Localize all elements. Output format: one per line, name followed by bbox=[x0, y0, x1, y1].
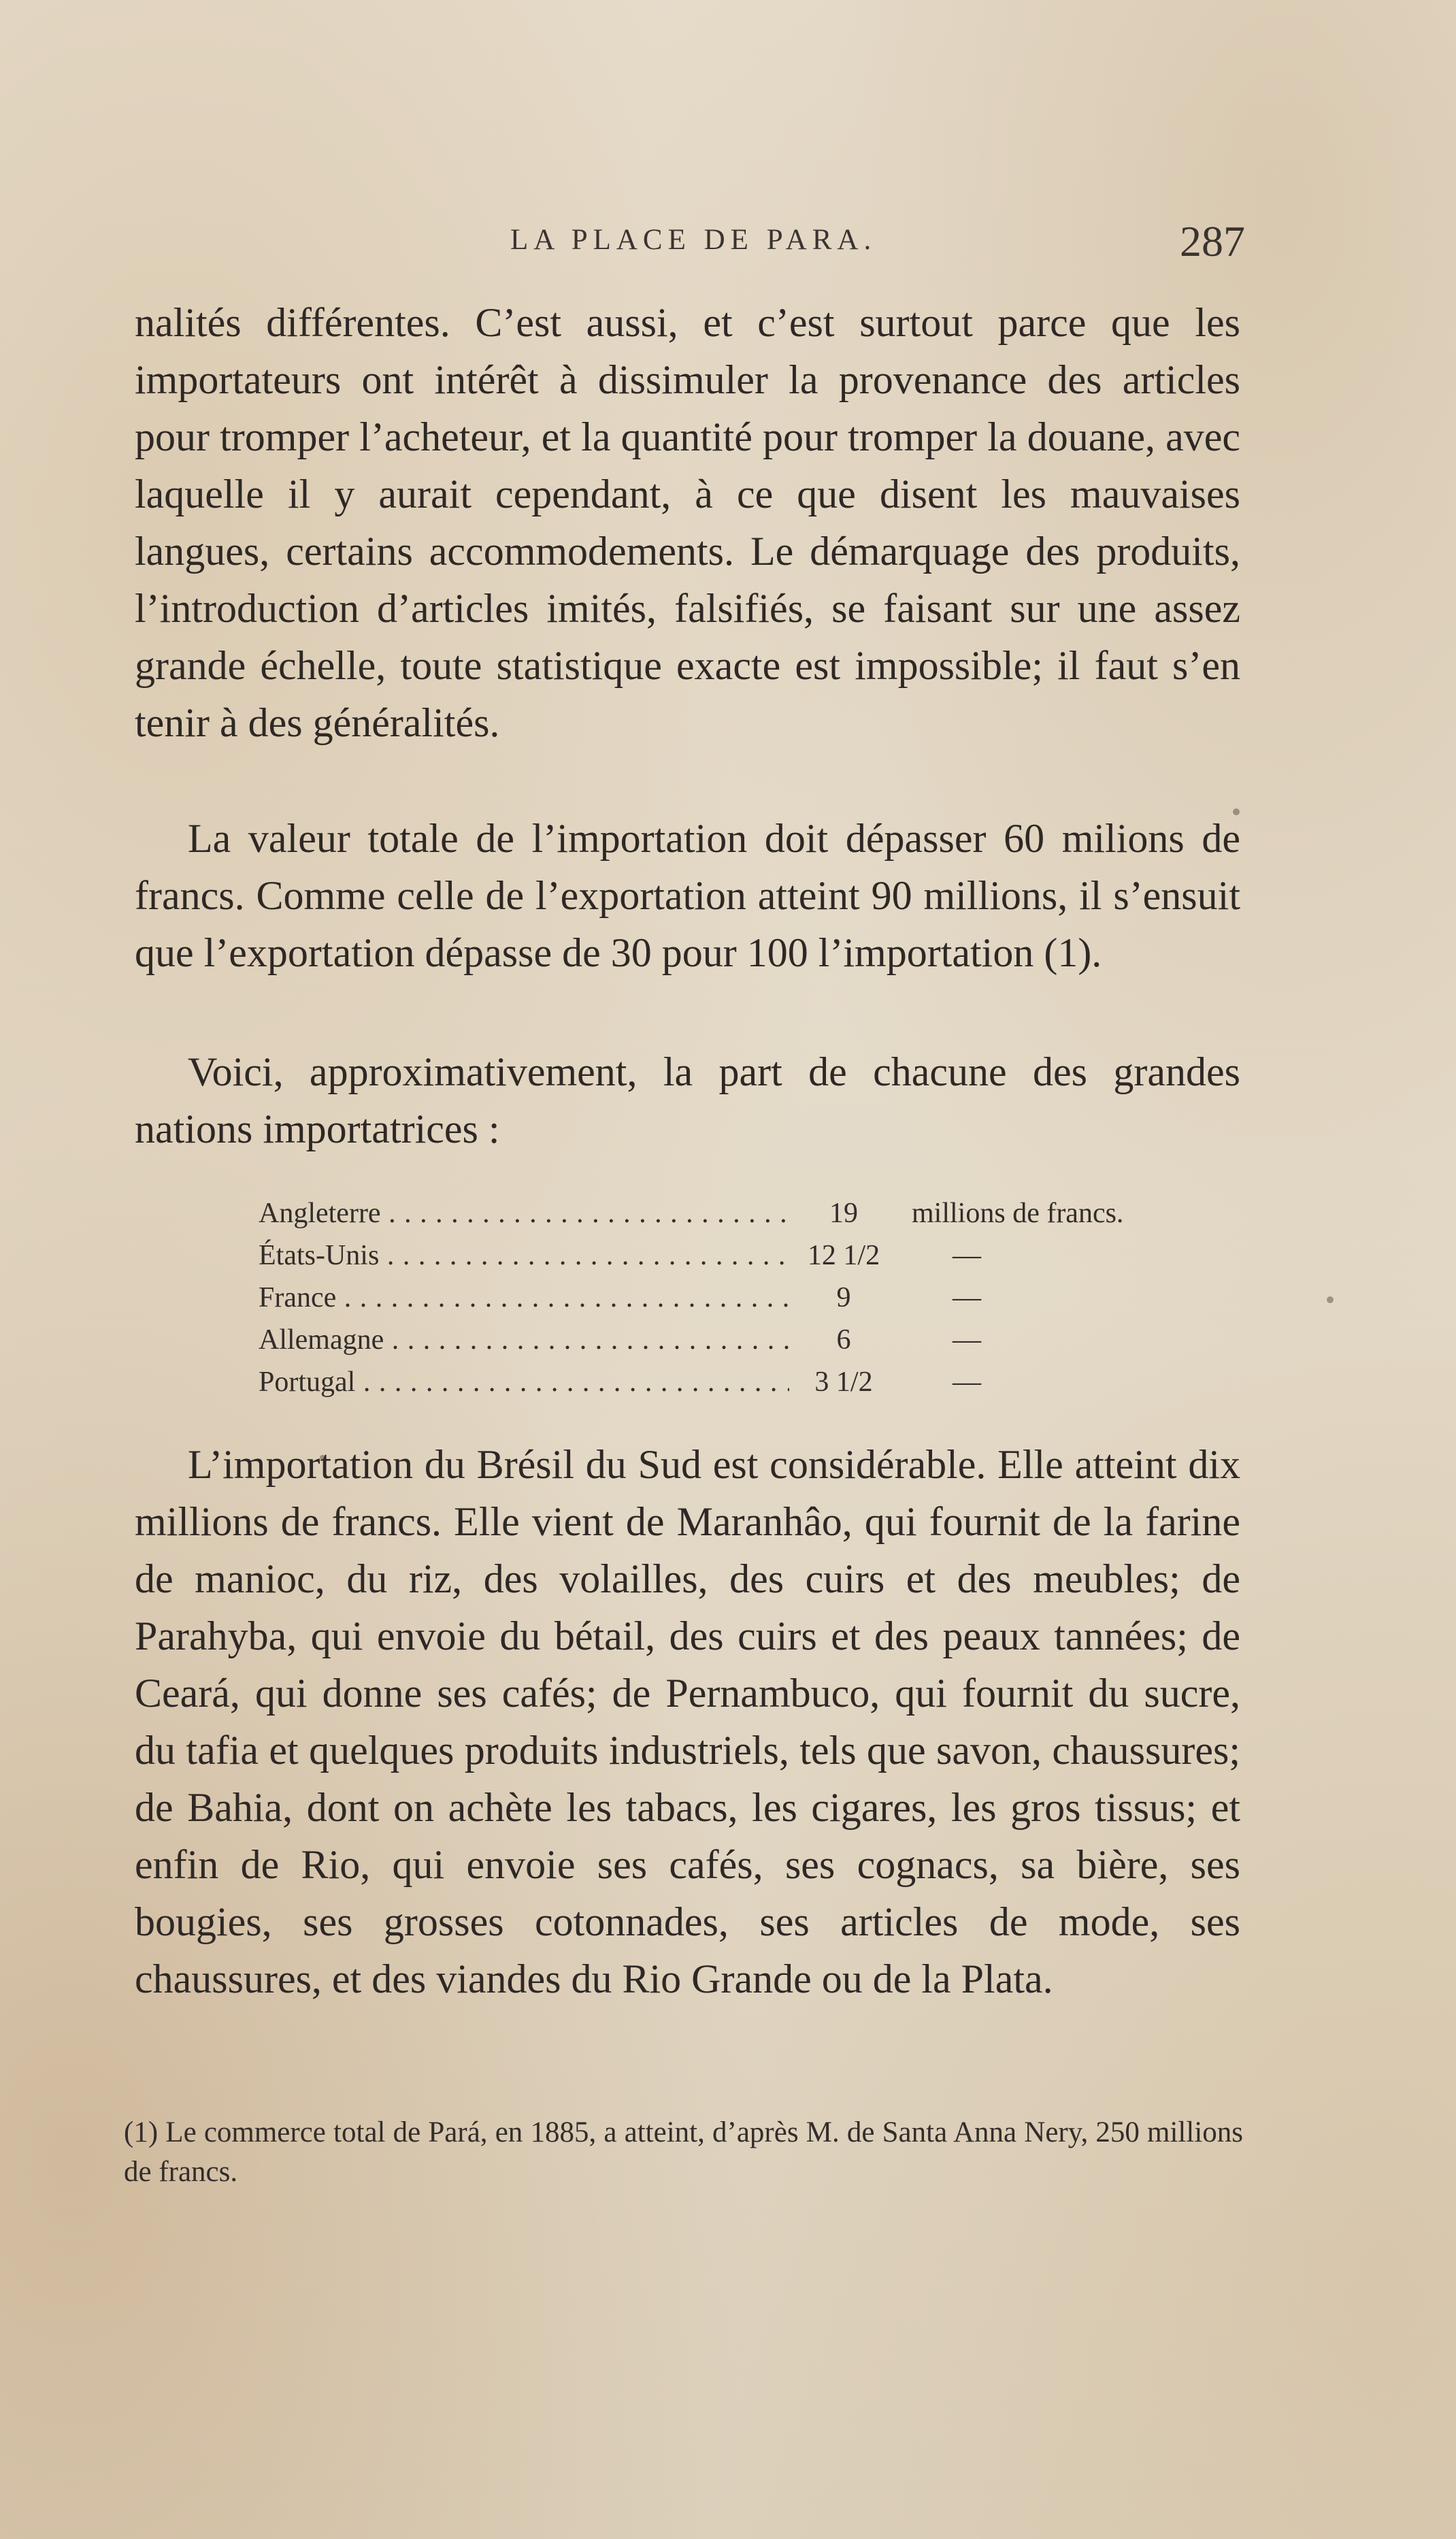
running-head bbox=[129, 216, 1245, 271]
paragraph-southern-brazil: L’importation du Brésil du Sud est considérable. Elle atteint dix millions de francs. Elle vient de Maranhâo, qui fournit de la farine de manioc, du riz, des volailles, des cuirs et des meubles; de Parahyba, qui envoie du bétail, des cuirs et des peaux tannées; de Ceará, qui donne ses cafés; de Pernambuco, qui fournit du sucre, du tafia et quelques produits industriels, tels que savon, chaussures; de Bahia, dont on achète les tabacs, les cigares, les gros tissus; et enfin de Rio, qui envoie ses cafés, ses cognacs, sa bière, ses bougies, ses grosses cotonnades, ses articles de mode, ses chaussures, et des viandes du Rio Grande ou de la Plata. bbox=[135, 1442, 1240, 2001]
import-unit: millions de francs. bbox=[912, 1198, 1124, 1229]
country-name: Angleterre . . . bbox=[259, 1192, 789, 1234]
import-amount: 9 bbox=[836, 1282, 851, 1313]
table-row bbox=[259, 1277, 1197, 1319]
footnote: (1) Le commerce total de Pará, en 1885, a atteint, d’après M. de Santa Anna Nery, 250 millions de francs. bbox=[124, 2116, 1243, 2188]
country-name: Allemagne . . . bbox=[259, 1319, 789, 1361]
country-name: Portugal . . . bbox=[259, 1361, 789, 1403]
paper-speck bbox=[1233, 808, 1240, 815]
country-name: États-Unis . . . bbox=[259, 1234, 789, 1277]
import-unit: — bbox=[953, 1240, 981, 1271]
country-name: France . . . bbox=[259, 1277, 789, 1319]
paper-speck bbox=[1327, 1296, 1334, 1303]
import-unit: — bbox=[953, 1282, 981, 1313]
running-title: LA PLACE DE PARA. bbox=[510, 224, 877, 256]
paragraph-continuation: nalités différentes. C’est aussi, et c’est surtout parce que les importateurs ont intérêt à dissimuler la provenance des articles pour tromper l’acheteur, et la quantité pour tromper la douane, avec laquelle il y aurait cependant, à ce que disent les mauvaises langues, certains accommodements. Le démarquage des produits, l’introduction d’articles imités, falsifiés, se faisant sur une assez grande échelle, toute statistique exacte est impossible; il faut s’en tenir à des généralités. bbox=[135, 300, 1240, 745]
page-number: 287 bbox=[1180, 217, 1245, 265]
import-unit: — bbox=[953, 1366, 981, 1398]
import-amount: 19 bbox=[829, 1198, 858, 1229]
table-row bbox=[259, 1234, 1197, 1277]
paragraph-import-value: La valeur totale de l’importation doit dépasser 60 milions de francs. Comme celle de l’exportation atteint 90 millions, il s’ensuit que l’exportation dépasse de 30 pour 100 l’importation (1). bbox=[135, 816, 1240, 975]
table-row bbox=[259, 1361, 1197, 1403]
table-row bbox=[259, 1192, 1197, 1234]
import-table bbox=[259, 1192, 1197, 1403]
import-unit: — bbox=[953, 1324, 981, 1356]
import-amount: 3 1/2 bbox=[814, 1366, 873, 1398]
paragraph-importing-nations: Voici, approximativement, la part de chacune des grandes nations importatrices : bbox=[135, 1049, 1240, 1151]
import-amount: 12 1/2 bbox=[807, 1240, 880, 1271]
paper-speck bbox=[320, 1455, 325, 1460]
import-amount: 6 bbox=[836, 1324, 851, 1356]
table-row bbox=[259, 1319, 1197, 1361]
